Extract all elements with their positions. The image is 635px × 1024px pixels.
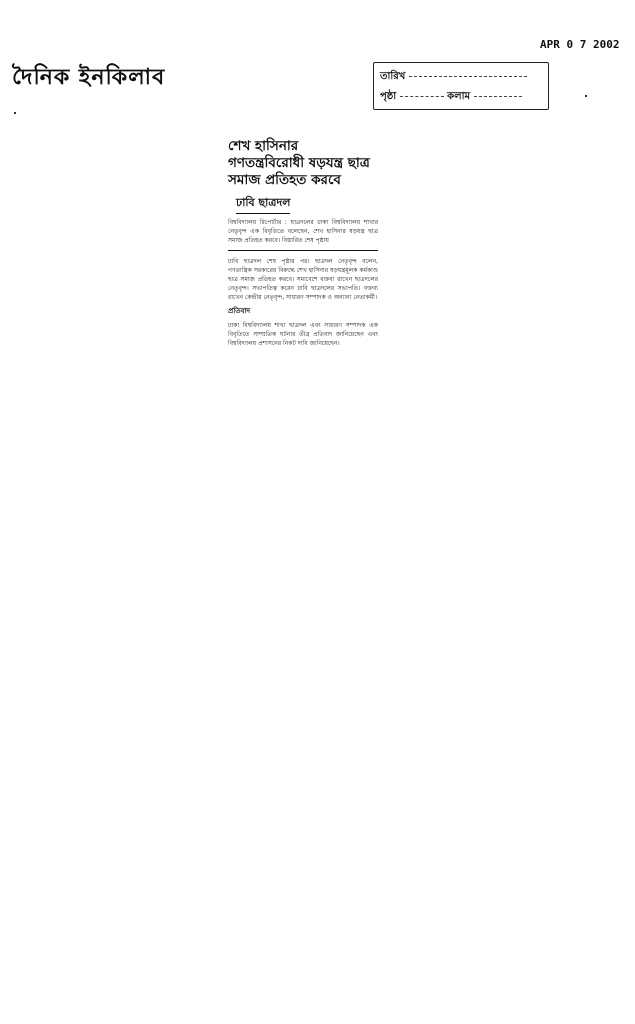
divider bbox=[228, 250, 378, 251]
stamp-column-label: কলাম bbox=[447, 91, 471, 102]
stamp-date-row bbox=[380, 69, 527, 86]
date-stamp: APR 0 7 2002 bbox=[540, 38, 620, 51]
stamp-page-label: পৃষ্ঠা bbox=[380, 91, 397, 102]
scan-speck bbox=[14, 112, 16, 114]
newspaper-masthead: দৈনিক ইনকিলাব bbox=[12, 64, 166, 90]
article-byline: ঢাবি ছাত্রদল bbox=[236, 194, 290, 214]
archive-stamp-box bbox=[373, 62, 549, 110]
article-headline: শেখ হাসিনার গণতন্ত্রবিরোধী ষড়যন্ত্র ছাত্র সমাজ প্রতিহত করবে bbox=[228, 138, 370, 188]
stamp-column-line bbox=[474, 96, 522, 97]
stamp-date-label: তারিখ bbox=[380, 71, 406, 82]
article-paragraph: ঢাবি ছাত্রদল শেষ পৃষ্ঠার পর। ছাত্রদল নেতৃবৃন্দ বলেন, গণতান্ত্রিক সরকারের বিরুদ্ধে শেখ হাসিনার ষড়যন্ত্রমূলক কর্মকাণ্ড ছাত্র সমাজ প্রতিহত করবে। সমাবেশে বক্তব্য রাখেন ছাত্রদলের নেতৃবৃন্দ। সভাপতিত্ব করেন ঢাবি ছাত্রদলের সভাপতি। বক্তব্য রাখেন কেন্দ্রীয় নেতৃবৃন্দ, সাধারণ সম্পাদক ও অন্যান্য নেতাকর্মী। bbox=[228, 257, 378, 302]
stamp-page-line bbox=[400, 96, 444, 97]
article-paragraph: ঢাকা বিশ্ববিদ্যালয় শাখা ছাত্রদল এবং সাধারণ সম্পাদক এক বিবৃতিতে সাম্প্রতিক ঘটনার তীব্র প্রতিবাদ জানিয়েছেন এবং বিশ্ববিদ্যালয় প্রশাসনের নিকট দাবি জানিয়েছেন। bbox=[228, 321, 378, 348]
news-clipping bbox=[228, 138, 378, 348]
stamp-page-row bbox=[380, 89, 522, 106]
article-paragraph: বিশ্ববিদ্যালয় রিপোর্টার : ছাত্রদলের ঢাকা বিশ্ববিদ্যালয় শাখার নেতৃবৃন্দ এক বিবৃতিতে বলেছেন, শেখ হাসিনার ষড়যন্ত্র ছাত্র সমাজ প্রতিহত করবে। বিস্তারিত শেষ পৃষ্ঠায় bbox=[228, 219, 378, 245]
section-subhead: প্রতিবাদ bbox=[228, 306, 251, 315]
scan-speck bbox=[585, 95, 587, 97]
stamp-date-line bbox=[409, 76, 527, 77]
